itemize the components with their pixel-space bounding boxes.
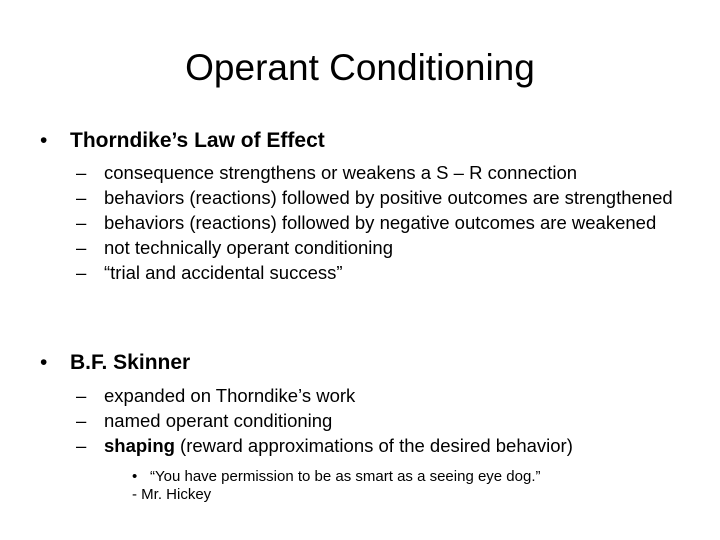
dash-icon: – xyxy=(76,212,87,233)
dash-icon: – xyxy=(76,262,87,283)
bullet-icon: • xyxy=(40,351,48,374)
quote-text: “You have permission to be as smart as a seeing eye dog.” xyxy=(150,468,541,485)
section-heading-thorndike: Thorndike’s Law of Effect xyxy=(70,129,325,152)
dash-icon: – xyxy=(76,237,87,258)
thorndike-list xyxy=(76,160,676,285)
list-item xyxy=(76,185,676,210)
list-item xyxy=(76,260,676,285)
list-item-text: expanded on Thorndike’s work xyxy=(104,385,356,406)
bullet-skinner xyxy=(40,350,190,376)
list-item-bold-term: shaping xyxy=(104,435,175,456)
dash-icon: – xyxy=(76,410,87,431)
list-item-text: (reward approximations of the desired behavior) xyxy=(174,435,573,456)
quote-attribution: - Mr. Hickey xyxy=(132,486,212,503)
list-item-text: “trial and accidental success” xyxy=(104,262,343,283)
list-item xyxy=(76,383,696,408)
list-item xyxy=(76,210,676,235)
list-item-text: named operant conditioning xyxy=(104,410,333,431)
quote-item xyxy=(132,468,652,486)
dash-icon: – xyxy=(76,385,87,406)
bullet-icon: • xyxy=(40,129,48,152)
slide-title: Operant Conditioning xyxy=(185,47,535,88)
dash-icon: – xyxy=(76,162,87,183)
quote-block xyxy=(132,468,652,504)
bullet-thorndike xyxy=(40,128,325,154)
list-item xyxy=(76,408,696,433)
dash-icon: – xyxy=(76,435,87,456)
section-heading-skinner: B.F. Skinner xyxy=(70,351,191,374)
list-item-text: behaviors (reactions) followed by negative outcomes are weakened xyxy=(104,212,657,233)
list-item xyxy=(76,235,676,260)
list-item xyxy=(76,433,696,458)
list-item-text: not technically operant conditioning xyxy=(104,237,393,258)
skinner-list xyxy=(76,383,696,458)
list-item-text: consequence strengthens or weakens a S – R connection xyxy=(104,162,578,183)
list-item-text: behaviors (reactions) followed by positive outcomes are strengthened xyxy=(104,187,673,208)
bullet-icon: • xyxy=(132,468,138,485)
dash-icon: – xyxy=(76,187,87,208)
list-item xyxy=(76,160,676,185)
